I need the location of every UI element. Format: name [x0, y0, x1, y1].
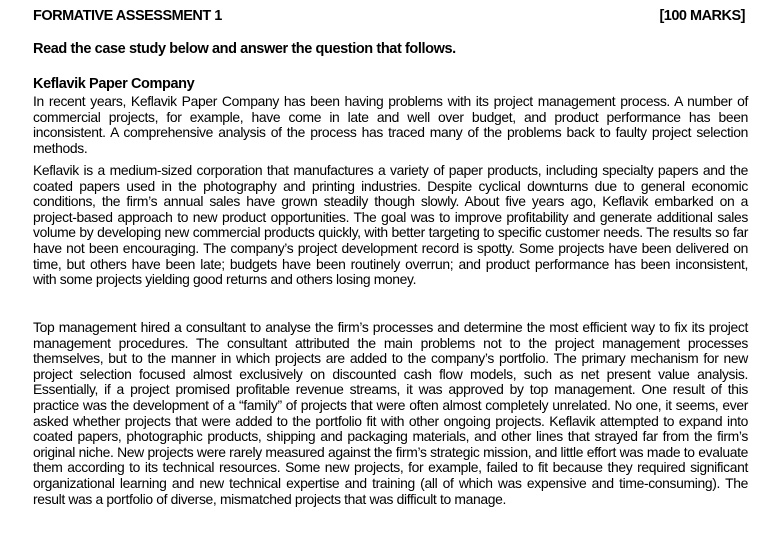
case-study-title: Keflavik Paper Company: [33, 76, 195, 92]
total-marks: [100 MARKS]: [659, 8, 745, 24]
document-page: [33, 0, 748, 507]
case-paragraph-3: Top management hired a consultant to analyse the firm’s processes and determine the most efficient way to fix its project management procedures. The consultant attributed the main problems not to the project management processes themselves, but to the manner in which projects are added to the company’s portfolio. The primary mechanism for new project selection focused almost exclusively on discounted cash flow models, such as net present value analysis. Essentially, if a project promised profitable revenue streams, it was approved by top management. One result of this practice was the development of a “family” of projects that were often almost completely unrelated. No one, it seems, ever asked whether projects that were added to the portfolio fit with other ongoing projects. Keflavik attempted to expand into coated papers, photographic products, shipping and packaging materials, and other lines that strayed far from the firm’s original niche. New projects were rarely measured against the firm’s strategic mission, and little effort was made to evaluate them according to its technical resources. Some new projects, for example, failed to fit because they required significant organizational learning and new technical expertise and training (all of which was expensive and time-consuming). The result was a portfolio of diverse, mismatched projects that was difficult to manage.: [33, 319, 748, 507]
instruction-text: Read the case study below and answer the question that follows.: [33, 41, 456, 57]
case-paragraph-1: In recent years, Keflavik Paper Company has been having problems with its project management process. A number of commercial projects, for example, have come in late and well over budget, and product performance has been inconsistent. A comprehensive analysis of the process has traced many of the problems back to faulty project selection methods.: [33, 93, 748, 156]
case-paragraph-2: Keflavik is a medium-sized corporation that manufactures a variety of paper products, including specialty papers and the coated papers used in the photography and printing industries. Despite cyclical downturns due to general economic conditions, the firm’s annual sales have grown steadily though slowly. About five years ago, Keflavik embarked on a project-based approach to new product opportunities. The goal was to improve profitability and generate additional sales volume by developing new commercial products quickly, with better targeting to specific customer needs. The results so far have not been encouraging. The company’s project development record is spotty. Some projects have been delivered on time, but others have been late; budgets have been routinely overrun; and product performance has been inconsistent, with some projects yielding good returns and others losing money.: [33, 162, 748, 288]
assessment-title: FORMATIVE ASSESSMENT 1: [33, 8, 222, 24]
assessment-header: [33, 0, 748, 32]
